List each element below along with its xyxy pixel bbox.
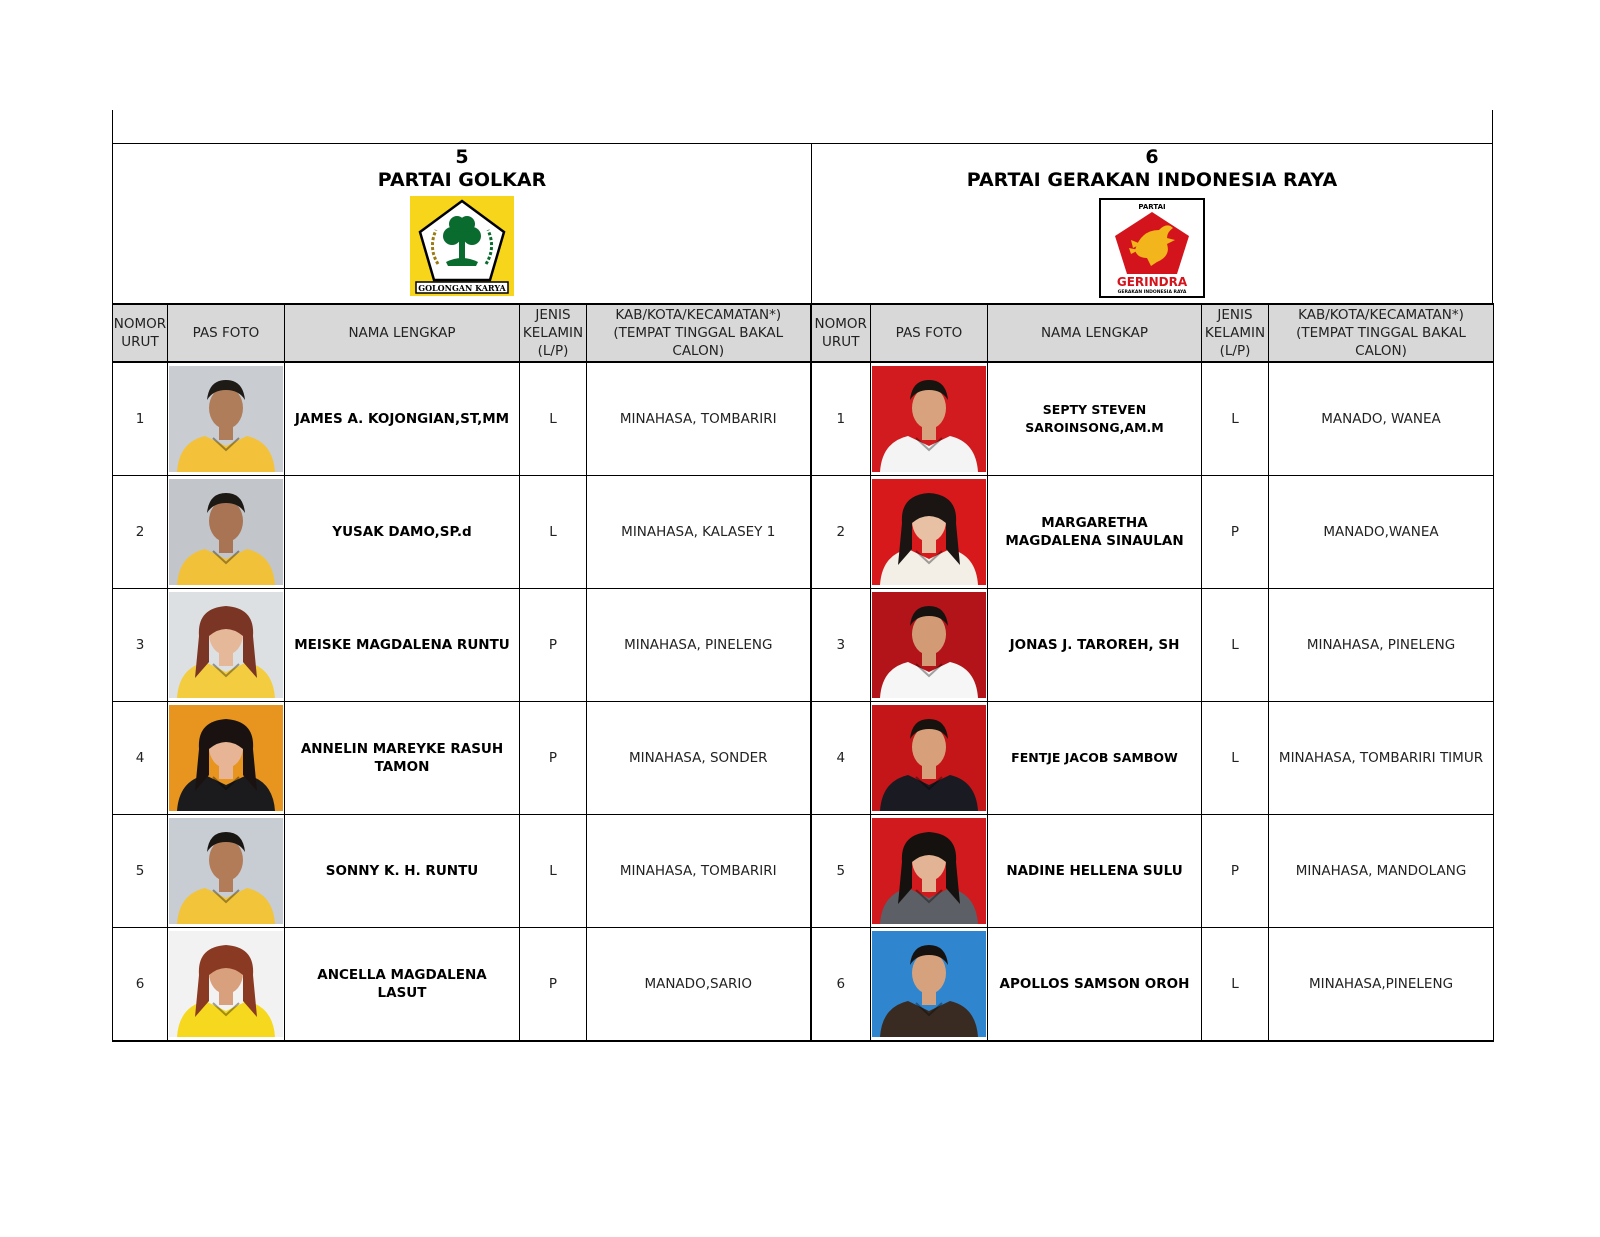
golkar-nama-lengkap: ANCELLA MAGDALENA LASUT bbox=[285, 928, 520, 1042]
party-name: PARTAI GOLKAR bbox=[377, 169, 547, 191]
golkar-pas-foto bbox=[168, 928, 285, 1042]
column-header-row bbox=[113, 304, 1494, 362]
party-number: 6 bbox=[1145, 146, 1159, 168]
table-row bbox=[113, 476, 1494, 589]
golkar-nomor-urut: 5 bbox=[113, 815, 168, 928]
gerindra-pas-foto bbox=[871, 815, 988, 928]
gerindra-nama-lengkap: FENTJE JACOB SAMBOW bbox=[988, 702, 1202, 815]
golkar-jenis-kelamin: P bbox=[520, 589, 587, 702]
candidate-photo bbox=[169, 818, 283, 924]
gerindra-jenis-kelamin: P bbox=[1202, 476, 1269, 589]
header-pas-foto: PAS FOTO bbox=[871, 304, 988, 362]
golkar-jenis-kelamin: P bbox=[520, 702, 587, 815]
party-header-row bbox=[112, 144, 1493, 303]
golkar-pas-foto bbox=[168, 476, 285, 589]
gerindra-kab-kota: MINAHASA,PINELENG bbox=[1269, 928, 1494, 1042]
gerindra-jenis-kelamin: L bbox=[1202, 928, 1269, 1042]
candidate-photo bbox=[169, 366, 283, 472]
golkar-nomor-urut: 3 bbox=[113, 589, 168, 702]
gerindra-pas-foto bbox=[871, 928, 988, 1042]
gerindra-nomor-urut: 4 bbox=[811, 702, 871, 815]
gerindra-logo-main-text: GERINDRA bbox=[1116, 275, 1188, 289]
golkar-pas-foto bbox=[168, 702, 285, 815]
golkar-kab-kota: MINAHASA, KALASEY 1 bbox=[587, 476, 811, 589]
gerindra-logo-top-text: PARTAI bbox=[1138, 203, 1166, 211]
party-number: 5 bbox=[455, 146, 469, 168]
golkar-kab-kota: MINAHASA, SONDER bbox=[587, 702, 811, 815]
golkar-nama-lengkap: SONNY K. H. RUNTU bbox=[285, 815, 520, 928]
golkar-nama-lengkap: MEISKE MAGDALENA RUNTU bbox=[285, 589, 520, 702]
candidate-photo bbox=[872, 931, 986, 1037]
header-jenis-kelamin: JENIS KELAMIN (L/P) bbox=[1202, 304, 1269, 362]
header-nama-lengkap: NAMA LENGKAP bbox=[988, 304, 1202, 362]
gerindra-nomor-urut: 5 bbox=[811, 815, 871, 928]
table-row bbox=[113, 928, 1494, 1042]
golkar-pas-foto bbox=[168, 815, 285, 928]
table-row bbox=[113, 362, 1494, 476]
golkar-nama-lengkap: ANNELIN MAREYKE RASUH TAMON bbox=[285, 702, 520, 815]
candidate-photo bbox=[169, 705, 283, 811]
candidate-table bbox=[112, 303, 1494, 1042]
empty-top-row bbox=[112, 110, 1493, 144]
golkar-jenis-kelamin: L bbox=[520, 815, 587, 928]
gerindra-kab-kota: MINAHASA, MANDOLANG bbox=[1269, 815, 1494, 928]
gerindra-kab-kota: MANADO,WANEA bbox=[1269, 476, 1494, 589]
table-row bbox=[113, 589, 1494, 702]
candidate-photo bbox=[872, 366, 986, 472]
golkar-nama-lengkap: JAMES A. KOJONGIAN,ST,MM bbox=[285, 362, 520, 476]
header-nama-lengkap: NAMA LENGKAP bbox=[285, 304, 520, 362]
golkar-kab-kota: MANADO,SARIO bbox=[587, 928, 811, 1042]
party-name: PARTAI GERAKAN INDONESIA RAYA bbox=[966, 169, 1338, 191]
gerindra-pas-foto bbox=[871, 589, 988, 702]
gerindra-pas-foto bbox=[871, 702, 988, 815]
golkar-nomor-urut: 6 bbox=[113, 928, 168, 1042]
header-nomor-urut: NOMOR URUT bbox=[113, 304, 168, 362]
candidate-photo bbox=[872, 818, 986, 924]
header-pas-foto: PAS FOTO bbox=[168, 304, 285, 362]
gerindra-logo-sub-text: GERAKAN INDONESIA RAYA bbox=[1117, 290, 1187, 295]
candidate-photo bbox=[872, 592, 986, 698]
gerindra-jenis-kelamin: L bbox=[1202, 589, 1269, 702]
header-jenis-kelamin: JENIS KELAMIN (L/P) bbox=[520, 304, 587, 362]
candidate-photo bbox=[169, 479, 283, 585]
table-row bbox=[113, 815, 1494, 928]
golkar-logo-text: GOLONGAN KARYA bbox=[418, 283, 506, 293]
gerindra-nomor-urut: 6 bbox=[811, 928, 871, 1042]
golkar-kab-kota: MINAHASA, TOMBARIRI bbox=[587, 362, 811, 476]
candidate-sheet bbox=[112, 110, 1493, 1042]
golkar-pas-foto bbox=[168, 589, 285, 702]
gerindra-nomor-urut: 2 bbox=[811, 476, 871, 589]
gerindra-nomor-urut: 3 bbox=[811, 589, 871, 702]
golkar-jenis-kelamin: L bbox=[520, 476, 587, 589]
gerindra-pas-foto bbox=[871, 476, 988, 589]
golkar-kab-kota: MINAHASA, PINELENG bbox=[587, 589, 811, 702]
candidate-photo bbox=[872, 479, 986, 585]
golkar-jenis-kelamin: P bbox=[520, 928, 587, 1042]
gerindra-nama-lengkap: NADINE HELLENA SULU bbox=[988, 815, 1202, 928]
gerindra-nama-lengkap: MARGARETHA MAGDALENA SINAULAN bbox=[988, 476, 1202, 589]
party-golkar-header bbox=[113, 144, 812, 303]
golkar-pas-foto bbox=[168, 362, 285, 476]
gerindra-nomor-urut: 1 bbox=[811, 362, 871, 476]
gerindra-pas-foto bbox=[871, 362, 988, 476]
gerindra-kab-kota: MINAHASA, PINELENG bbox=[1269, 589, 1494, 702]
golkar-nomor-urut: 4 bbox=[113, 702, 168, 815]
golkar-nama-lengkap: YUSAK DAMO,SP.d bbox=[285, 476, 520, 589]
candidate-photo bbox=[169, 931, 283, 1037]
gerindra-jenis-kelamin: P bbox=[1202, 815, 1269, 928]
golkar-kab-kota: MINAHASA, TOMBARIRI bbox=[587, 815, 811, 928]
header-nomor-urut: NOMOR URUT bbox=[811, 304, 871, 362]
candidate-photo bbox=[872, 705, 986, 811]
gerindra-nama-lengkap: JONAS J. TAROREH, SH bbox=[988, 589, 1202, 702]
golkar-nomor-urut: 2 bbox=[113, 476, 168, 589]
golkar-jenis-kelamin: L bbox=[520, 362, 587, 476]
gerindra-kab-kota: MANADO, WANEA bbox=[1269, 362, 1494, 476]
party-gerindra-header bbox=[812, 144, 1492, 303]
gerindra-jenis-kelamin: L bbox=[1202, 362, 1269, 476]
gerindra-jenis-kelamin: L bbox=[1202, 702, 1269, 815]
gerindra-kab-kota: MINAHASA, TOMBARIRI TIMUR bbox=[1269, 702, 1494, 815]
table-row bbox=[113, 702, 1494, 815]
golkar-nomor-urut: 1 bbox=[113, 362, 168, 476]
header-kab-kota: KAB/KOTA/KECAMATAN*) (TEMPAT TINGGAL BAKAL CALON) bbox=[587, 304, 811, 362]
gerindra-nama-lengkap: APOLLOS SAMSON OROH bbox=[988, 928, 1202, 1042]
gerindra-logo bbox=[1099, 198, 1205, 298]
golkar-logo bbox=[410, 196, 514, 296]
gerindra-nama-lengkap: SEPTY STEVEN SAROINSONG,AM.M bbox=[988, 362, 1202, 476]
header-kab-kota: KAB/KOTA/KECAMATAN*) (TEMPAT TINGGAL BAKAL CALON) bbox=[1269, 304, 1494, 362]
candidate-photo bbox=[169, 592, 283, 698]
